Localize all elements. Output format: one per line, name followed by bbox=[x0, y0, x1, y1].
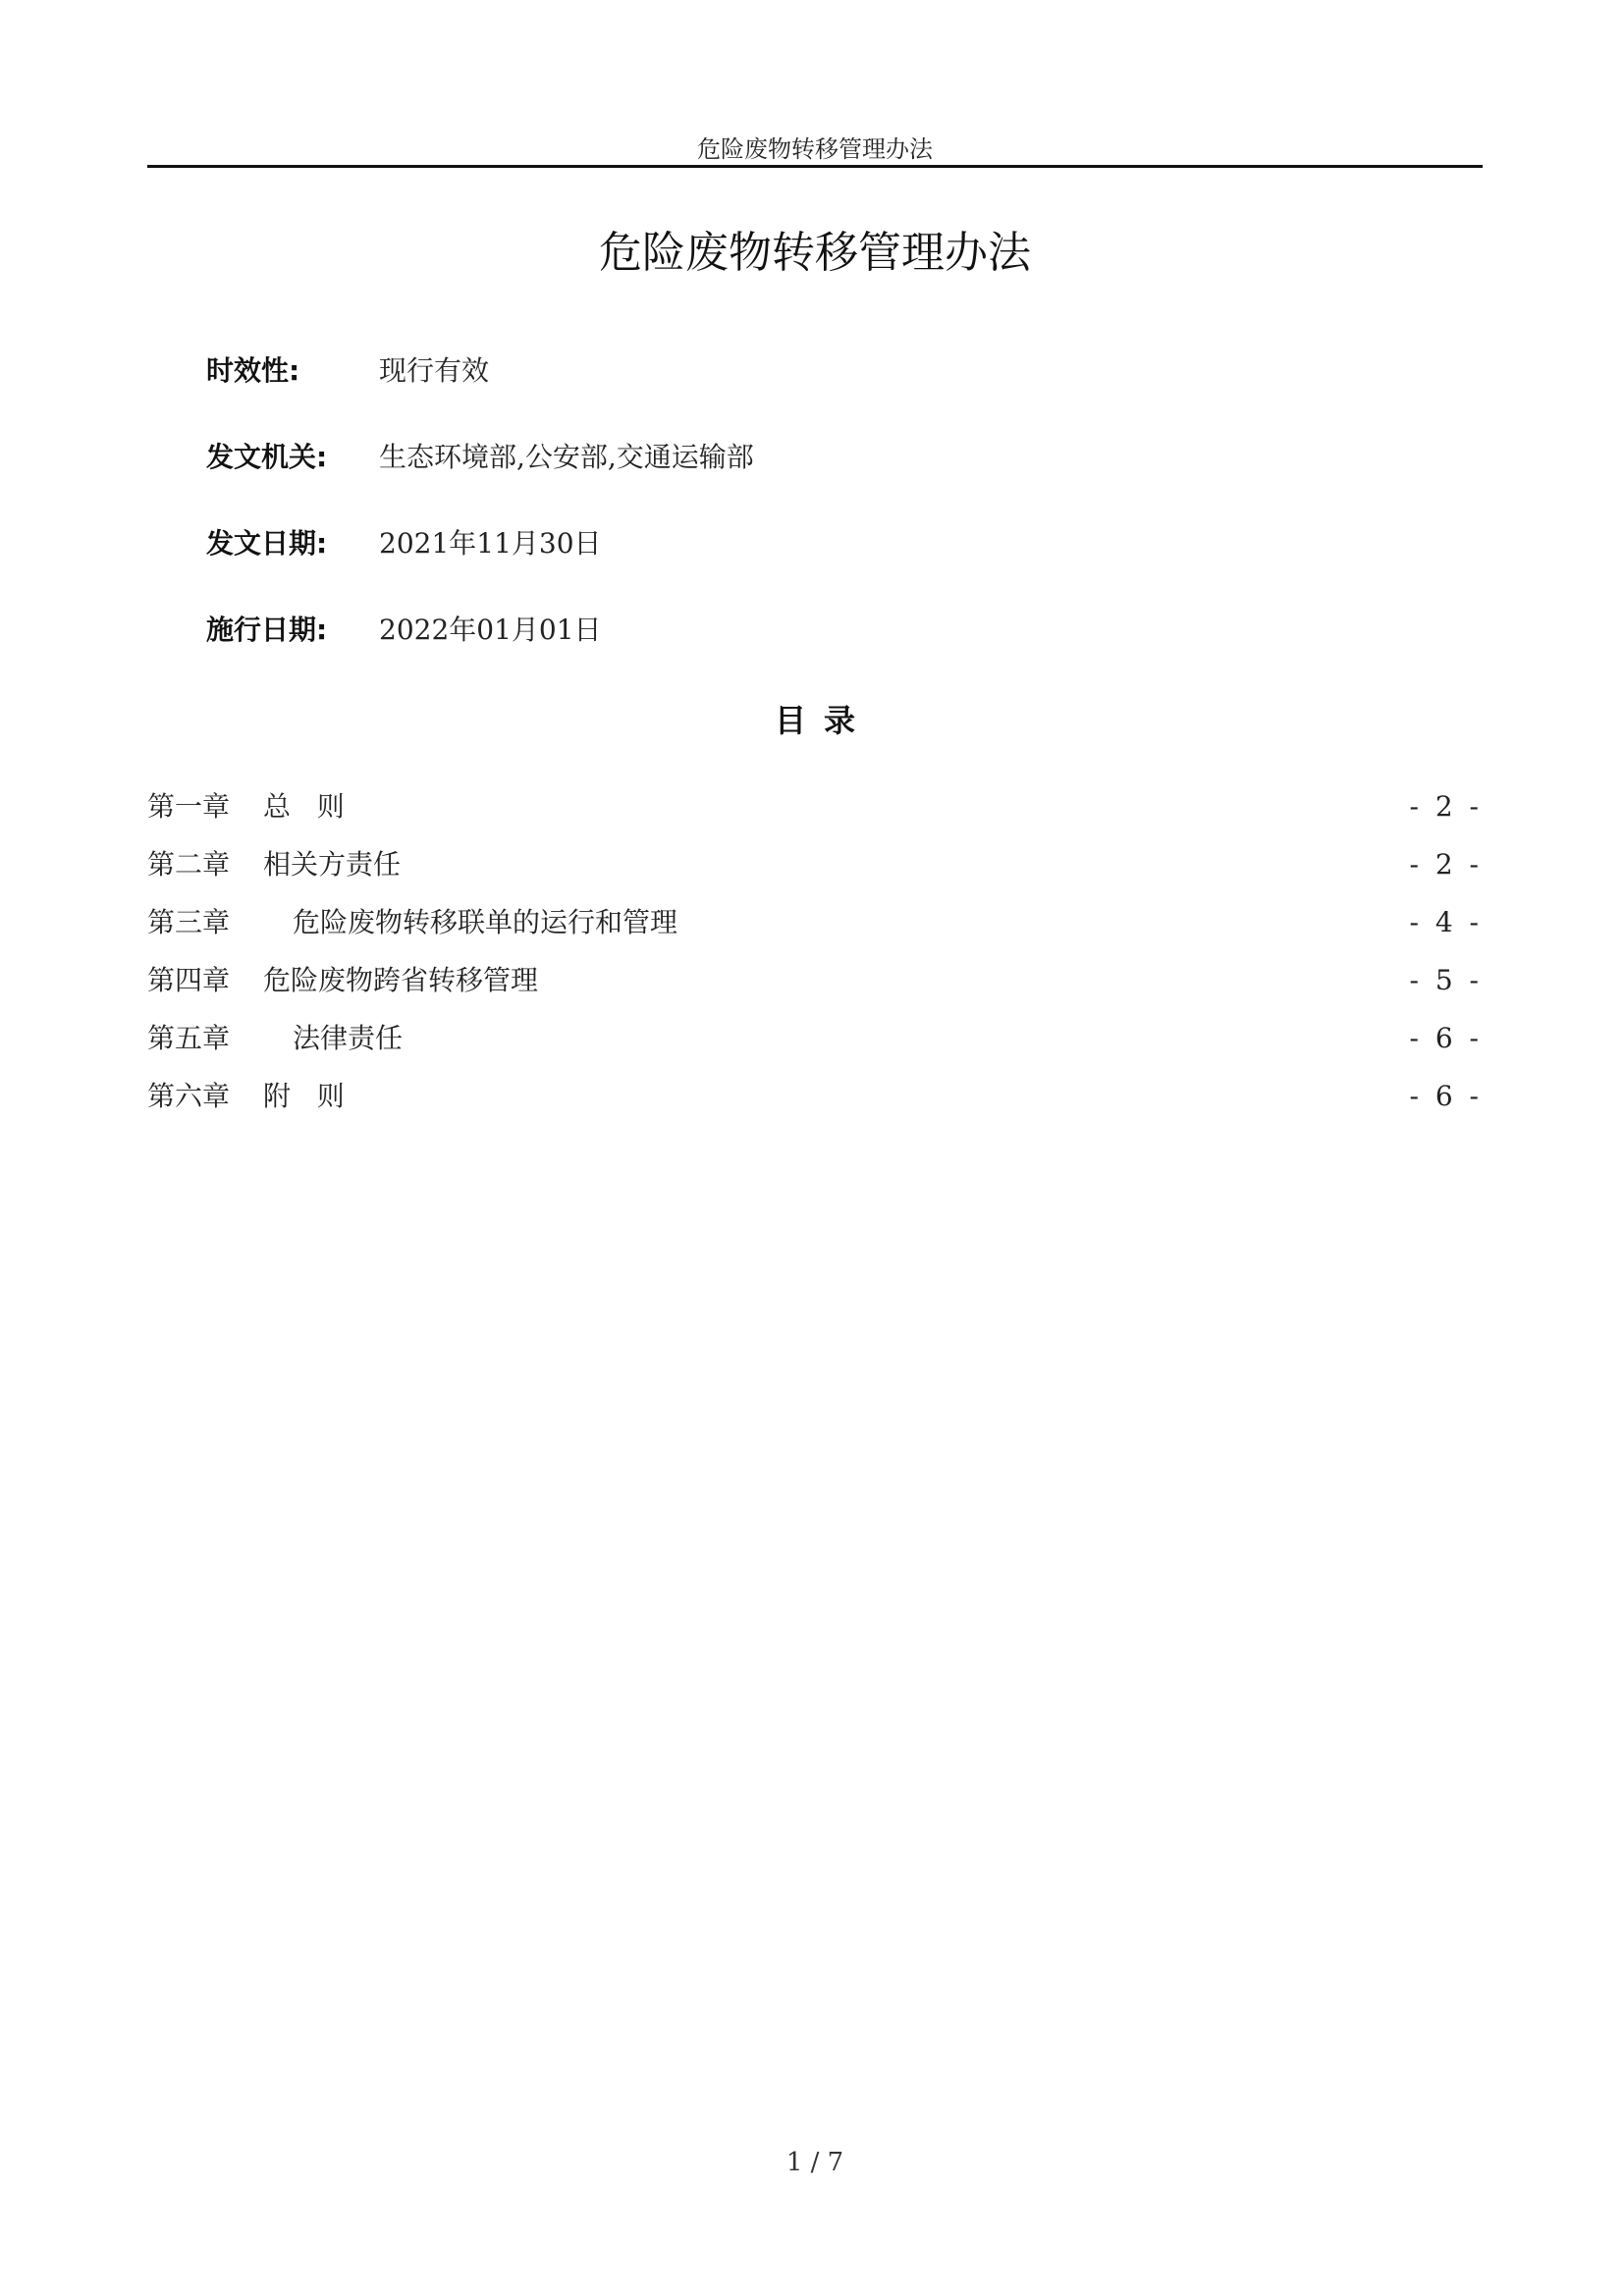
meta-row-issuing-authority bbox=[206, 438, 754, 477]
meta-row-issue-date bbox=[206, 524, 602, 563]
toc-chapter-heading: 危险废物跨省转移管理 bbox=[263, 964, 539, 996]
toc-title: 目录 bbox=[774, 702, 873, 739]
toc-entry-chapter-1[interactable] bbox=[147, 787, 1483, 827]
toc-page-number: - 2 - bbox=[1409, 790, 1483, 823]
toc-page-number: - 6 - bbox=[1409, 1022, 1483, 1054]
toc-chapter-number: 第六章 bbox=[147, 1080, 231, 1112]
toc-chapter-number: 第一章 bbox=[147, 790, 231, 823]
toc-chapter-number: 第五章 bbox=[147, 1022, 231, 1054]
page-number: 1 / 7 bbox=[785, 2148, 844, 2177]
toc-chapter-heading: 危险废物转移联单的运行和管理 bbox=[293, 906, 678, 938]
meta-label: 发文日期: bbox=[206, 527, 328, 560]
meta-label: 时效性: bbox=[206, 354, 300, 387]
toc-chapter-heading: 总 则 bbox=[263, 790, 345, 823]
toc-entry-chapter-5[interactable] bbox=[147, 1019, 1483, 1058]
meta-value: 2021年11月30日 bbox=[379, 527, 602, 560]
toc-chapter-number: 第四章 bbox=[147, 964, 231, 996]
header-rule bbox=[147, 165, 1483, 168]
toc-entry-chapter-6[interactable] bbox=[147, 1077, 1483, 1116]
meta-value: 2022年01月01日 bbox=[379, 614, 602, 646]
toc-chapter-heading: 附 则 bbox=[263, 1080, 345, 1112]
meta-label: 发文机关: bbox=[206, 441, 328, 473]
meta-value: 现行有效 bbox=[379, 354, 490, 387]
meta-value: 生态环境部,公安部,交通运输部 bbox=[379, 441, 754, 473]
toc-entry-chapter-4[interactable] bbox=[147, 961, 1483, 1000]
running-header: 危险废物转移管理办法 bbox=[697, 135, 933, 163]
toc-page-number: - 2 - bbox=[1409, 848, 1483, 881]
meta-row-validity bbox=[206, 351, 489, 391]
toc-page-number: - 6 - bbox=[1409, 1080, 1483, 1112]
toc-chapter-heading: 法律责任 bbox=[293, 1022, 404, 1054]
toc-page-number: - 5 - bbox=[1409, 964, 1483, 996]
toc-entry-chapter-3[interactable] bbox=[147, 903, 1483, 942]
toc-chapter-number: 第二章 bbox=[147, 848, 231, 881]
document-title: 危险废物转移管理办法 bbox=[599, 228, 1031, 278]
meta-label: 施行日期: bbox=[206, 614, 328, 646]
toc-entry-chapter-2[interactable] bbox=[147, 845, 1483, 884]
toc-page-number: - 4 - bbox=[1409, 906, 1483, 938]
toc-chapter-number: 第三章 bbox=[147, 906, 231, 938]
meta-row-effective-date bbox=[206, 611, 602, 650]
toc-chapter-heading: 相关方责任 bbox=[263, 848, 402, 881]
